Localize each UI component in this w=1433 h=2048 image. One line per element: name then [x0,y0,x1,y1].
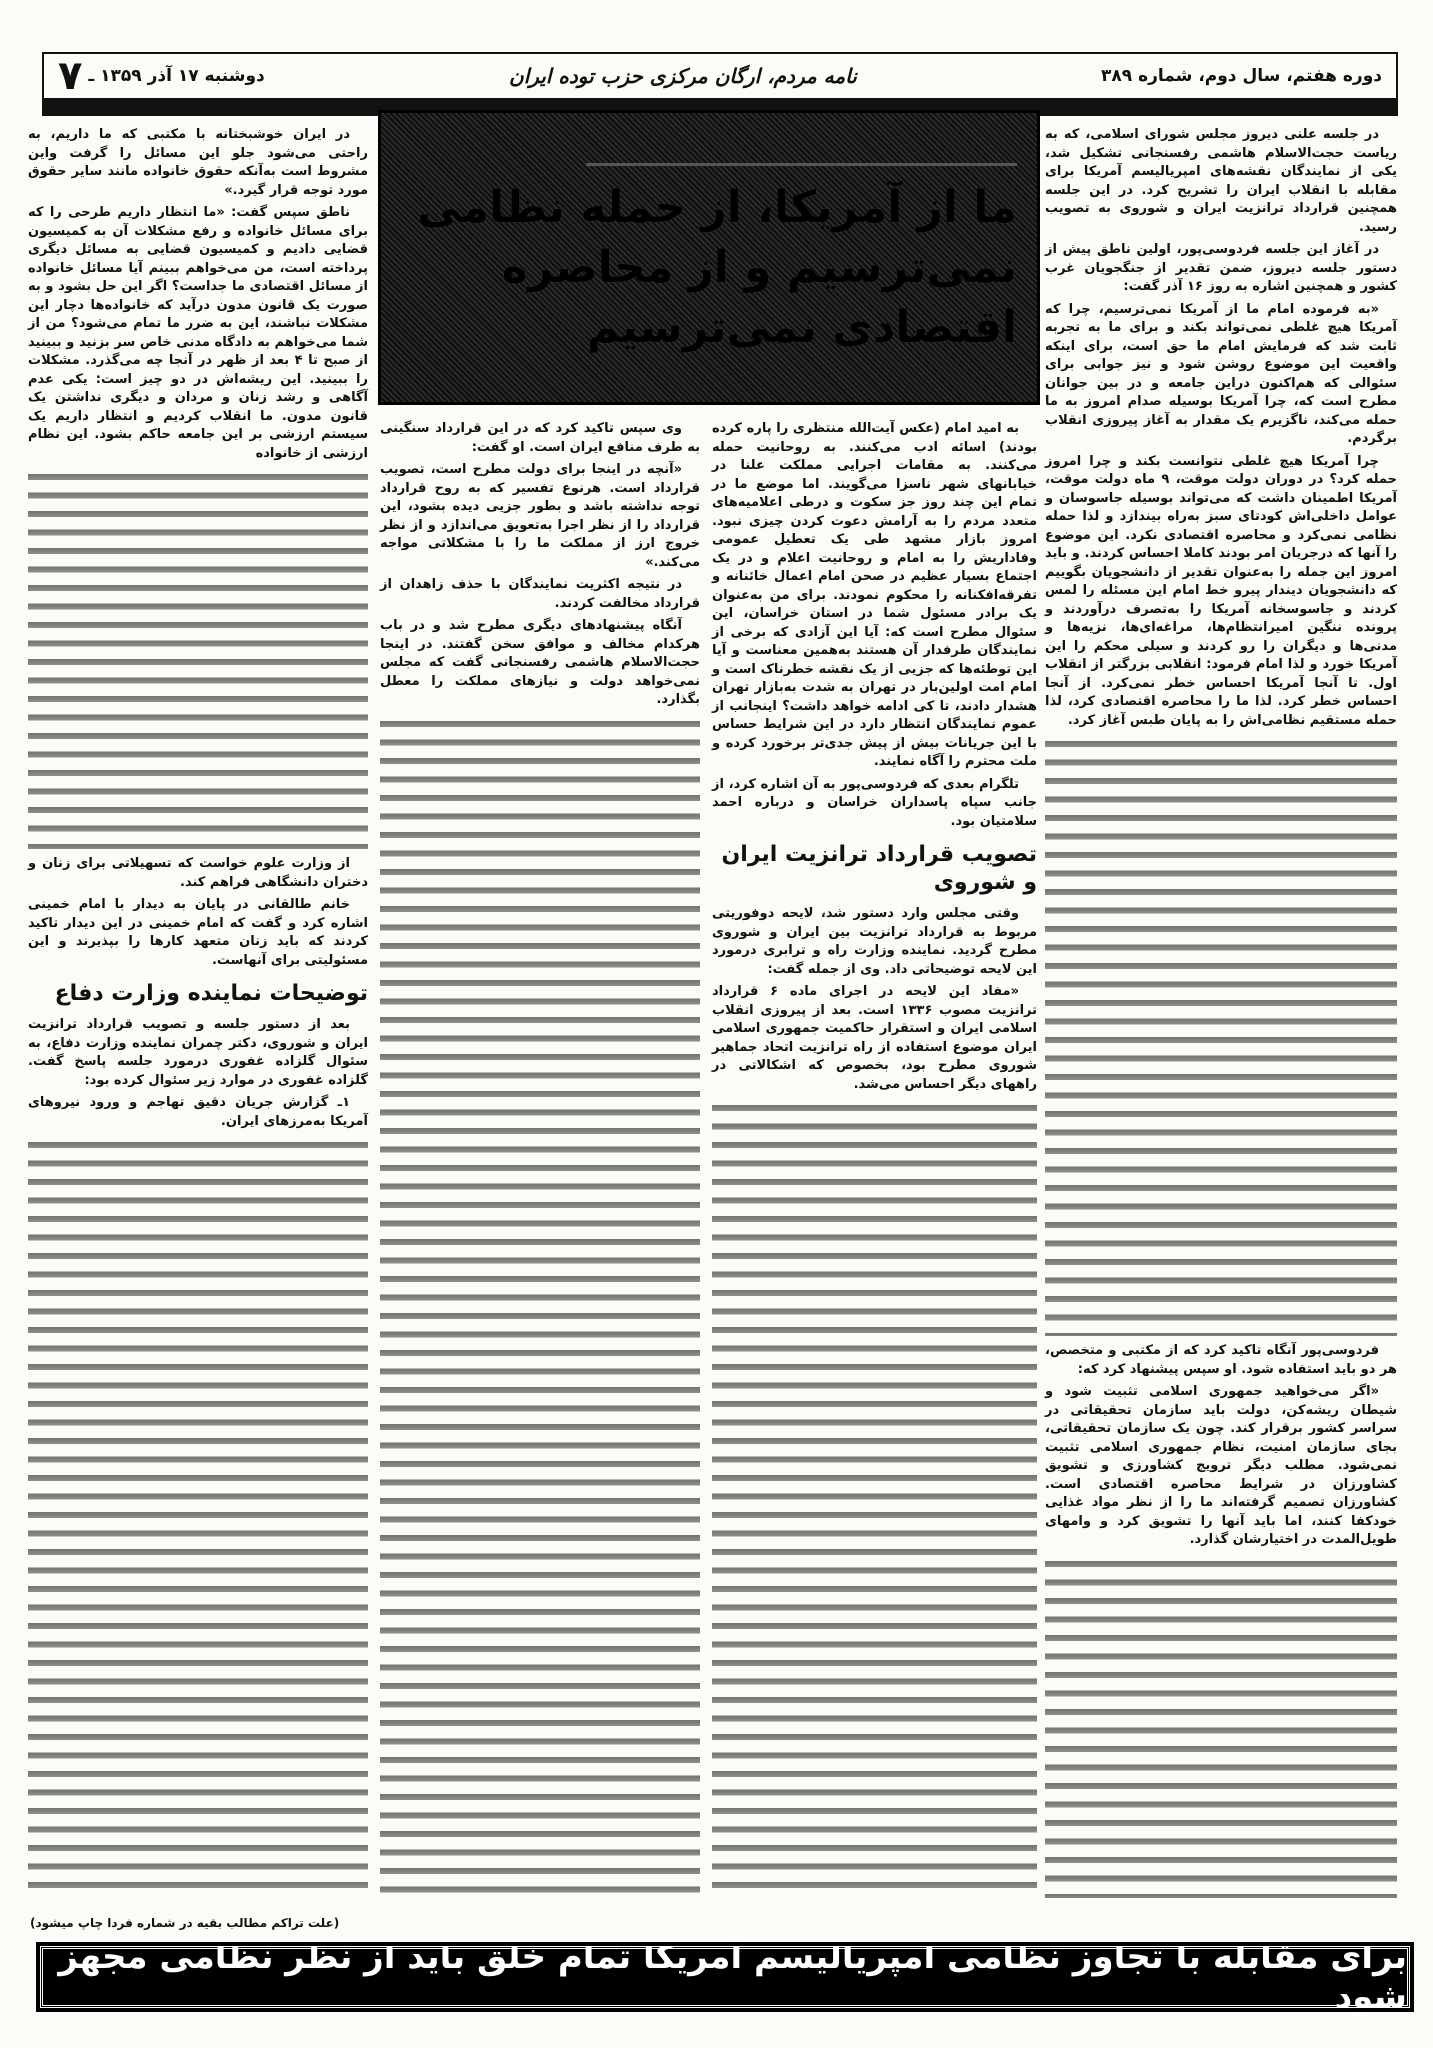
paragraph: چرا آمریکا هیچ غلطی نتوانست بکند و چرا امروز حمله کرد؟ در دوران دولت موقت، ۹ ماه دولت موقت، آمریکا اطمینان داشت که می‌تواند بوسیله جاسوسان و عوامل داخلی‌اش کودتای سبز به‌راه بیندازد و لذا حمله نظامی نمی‌کرد و محاصره اقتصادی نکرد. این موضوع را آنها که درجریان امر بودند کاملا احساس کردند. و باید امروز این جمله را به‌عنوان تقدیر از دانشجویان بگوییم که دانشجویان دیندار پیرو خط امام این مسئله را لمس کردند و جاسوسخانه آمریکا را به‌تصرف درآوردند و پرونده ننگین امیرانتظام‌ها، مراغه‌ای‌ها، نزیه‌ها و مدنی‌ها و دیگران را رو کردند و سیلی محکم را این آمریکا خورد و لذا امام فرمود: انقلابی بزرگتر از انقلاب اول. تا آنجا آمریکا احساس خطر نمی‌کرد. از آنجا احساس خطر کرد. لذا ما را محاصره اقتصادی کرد، لذا حمله مستقیم نظامی‌اش را به پایان طبس آغاز کرد. [1045,453,1397,728]
headline: ما از آمریکا، از حمله نظامی نمی‌ترسیم و از محاصره اقتصادی نمی‌ترسیم [417,182,1017,353]
text-block [712,1100,1037,1898]
issue-date: دوشنبه ۱۷ آذر ۱۳۵۹ ـ [88,66,265,86]
paragraph: «آنچه در اینجا برای دولت مطرح است، تصویب قرارداد است. هرنوع تفسیر که به روح قرارداد توجه نداشته باشد و بطور جزیی دیده بشود، این قرارداد را از نظر اجرا به‌تعویق می‌اندازد و از نظر خروج ارز از مملکت ما را با مشکلاتی مواجه می‌کند.» [380,462,700,570]
paragraph: وقتی مجلس وارد دستور شد، لایحه دوفوریتی مربوط به قرارداد ترانزیت بین ایران و شوروی مطرح گردید. نماینده وزارت راه و ترابری درمورد این لایحه توضیحاتی داد. وی از جمله گفت: [712,906,1037,977]
text-block [28,1137,368,1898]
headline-box [378,110,1040,405]
masthead [42,52,1398,100]
paragraph: در نتیجه اکثریت نمایندگان با حذف زاهدان از قرارداد مخالفت کردند. [380,577,700,611]
continuation-note: (علت تراکم مطالب بقیه در شماره فردا چاپ میشود) [30,1916,340,1930]
paragraph: «اگر می‌خواهید جمهوری اسلامی تثبیت شود و شیطان ریشه‌کن، دولت باید سازمان تحقیقاتی در سراسر کشور برقرار کند. چون یک سازمان تحقیقاتی، بجای سازمان امنیت، نظام جمهوری اسلامی تثبیت نمی‌شود. مطلب دیگر ترویج کشاورزی و تشویق کشاورزان در شرایط محاصره اقتصادی است. کشاورزان تصمیم گرفته‌اند ما را از نظر مواد غذایی خودکفا کنند، اما باید آنها را تشویق کرد و وامهای طویل‌المدت در اختیارشان گذارد. [1045,1384,1397,1547]
column-mid-left [380,420,700,1904]
page-number: ۷ [58,53,83,99]
paragraph: ۱ـ گزارش جریان دقیق تهاجم و ورود نیروهای آمریکا به‌مرزهای ایران. [28,1095,368,1129]
text-block [1045,736,1397,1336]
date-and-page [58,53,265,99]
paragraph: آنگاه پیشنهادهای دیگری مطرح شد و در باب هرکدام مخالف و موافق سخن گفتند. در اینجا حجت‌الاسلام هاشمی رفسنجانی گفت که مجلس نمی‌خواهد دولت و نیازهای مملکت را معطل بگذارد. [380,618,700,707]
paragraph: خانم طالقانی در پایان به دیدار با امام خمینی اشاره کرد و گفت که امام خمینی در این دیدار تاکید کردند که باید زنان متعهد کارها را بپذیرند و این مسئولیتی برای آنهاست. [28,897,368,968]
kicker-rule [586,163,1017,166]
text-block [1045,1556,1397,1899]
column-left [28,126,368,1904]
paragraph: ناطق سپس گفت: «ما انتظار داریم طرحی را که برای مسائل خانواده و رفع مشکلات آن به کمیسیون قضایی دادیم و کمیسیون قضایی به مسائل دیگری پرداخته است، من می‌خواهم ببینم آیا مسائل خانواده از مسائل اقتصادی ما جداست؟ اگر این حل بشود و به صورت یک قانون مدون درآید که خانواده‌ها دچار این مشکلات نباشند، این به ضرر ما تمام می‌شود؟ من از شما می‌خواهم به دادگاه مدنی خاص سر بزنید و ببینید از صبح تا ۴ بعد از ظهر در آنجا چه می‌گذرد. مشکلات را ببینید. این ریشه‌اش در دو چیز است: یکی عدم آگاهی و رشد زنان و مردان و دیگری نداشتن یک قانون مدون. ما انقلاب کردیم و انتظار داریم یک سیستم ارزشی بر این جامعه حاکم بشود. این نظام ارزشی از خانواده [28,205,368,461]
paragraph: از وزارت علوم خواست که تسهیلاتی برای زنان و دختران دانشگاهی فراهم کند. [28,856,368,890]
section-heading: توضیحات نماینده وزارت دفاع [54,981,368,1006]
paragraph: تلگرام بعدی که فردوسی‌پور به آن اشاره کرد، از جانب سپاه پاسداران خراسان و درباره احمد سلامتیان بود. [712,776,1037,829]
paragraph: فردوسی‌پور آنگاه تاکید کرد که از مکتبی و متخصص، هر دو باید استفاده شود. او سپس پیشنهاد کرد که: [1045,1343,1397,1377]
paragraph: در جلسه علنی دیروز مجلس شورای اسلامی، که به ریاست حجت‌الاسلام هاشمی رفسنجانی تشکیل شد، یکی از نمایندگان نقشه‌های امپریالیسم آمریکا برای مقابله با انقلاب ایران را تشریح کرد. در این جلسه همچنین قرارداد ترانزیت ایران و شوروی به تصویب رسید. [1045,127,1397,235]
paragraph: به امید امام (عکس آیت‌الله منتظری را پاره کرده بودند) اسائه ادب می‌کنند. به روحانیت حمله می‌کنند. به مقامات اجرایی مملکت علنا در خیابانهای شهر ناسزا می‌گویند. اما موضع ما در تمام این چند روز جز سکوت و درطی اعلامیه‌های متعدد مردم را به آرامش دعوت کردن چیزی نبود. امروز بازار مشهد طی یک تعطیل عمومی وفاداریش را به امام و روحانیت اعلام و در یک اجتماع بسیار عظیم در صحن امام اعمال خائنانه و تفرقه‌افکنانه را محکوم نمودند. برای من به‌عنوان یک برادر مسئول شما در استان خراسان، این سئوال مطرح است که: آیا این آزادی که برخی از نمایندگان طرفدار آن هستند به‌همین معناست و آیا این توطئه‌ها که جزیی از یک نقشه خطرناک است و امام امت اولین‌بار در تهران به شدت به‌بازار تهران هشدار دادند، تا کی ادامه خواهد داشت؟ اینجانب از عموم نمایندگان انتظار دارد در این شرایط حساس با این جریانات بیش از پیش جدی‌تر برخورد کرده و ملت محترم را آگاه نمایند. [712,421,1037,769]
paragraph: «مفاد این لایحه در اجرای ماده ۶ قرارداد ترانزیت مصوب ۱۳۳۶ است. بعد از پیروزی انقلاب اسلامی ایران و استقرار حاکمیت جمهوری اسلامی ایران موضوع استفاده از راه ترانزیت اتحاد جماهیر شوروی مطرح بود، بخصوص که اشکالاتی در راههای دیگر احساس می‌شد. [712,984,1037,1092]
newspaper-name: نامه مردم، ارگان مرکزی حزب توده ایران [509,64,857,88]
section-heading: تصویب قرارداد ترانزیت ایران و شوروی [721,842,1037,895]
bottom-banner [40,1937,1410,2017]
paragraph: «به فرموده امام ما از آمریکا نمی‌ترسیم، چرا که آمریکا هیچ غلطی نمی‌تواند بکند و برای ما به تجربه ثابت شد که فرمایش امام ما حق است، برای اینکه واقعیت این موضوع روشن شود و نیز جوابی برای سئوالی که هم‌اکنون دراین جامعه و در بین جوانان مطرح است که، چرا آمریکا بوسیله صدام امروز به ما حمله می‌کند، ناگزیرم یک مقدار به آغاز پیروزی انقلاب برگردم. [1045,301,1397,446]
column-right [1045,126,1397,1904]
issue-number: دوره هفتم، سال دوم، شماره ۳۸۹ [1101,66,1382,86]
paragraph: در آغاز این جلسه فردوسی‌پور، اولین ناطق پیش از دستور جلسه دیروز، ضمن تقدیر از جنگجویان غرب کشور و همچنین اشاره به روز ۱۶ آذر گفت: [1045,242,1397,294]
banner-slogan: برای مقابله با تجاوز نظامی امپریالیسم آمریکا تمام خلق باید از نظر نظامی مجهز شود [58,1937,1407,2017]
paragraph: بعد از دستور جلسه و تصویب قرارداد ترانزیت ایران و شوروی، دکتر چمران نماینده وزارت دفاع، به سئوال گلزاده غفوری درمورد جلسه پاسخ گفت. گلزاده غفوری در موارد زیر سئوال کرده بود: [28,1017,368,1088]
paragraph: در ایران خوشبختانه با مکتبی که ما داریم، به راحتی می‌شود جلو این مسائل را گرفت واین مشروط است به‌آنکه حقوق خانواده مانند سایر حقوق مورد توجه قرار گیرد.» [28,127,368,198]
column-mid-right [712,420,1037,1904]
paragraph: وی سپس تاکید کرد که در این قرارداد سنگینی به طرف منافع ایران است. او گفت: [380,421,700,455]
text-block [380,716,700,1899]
text-block [28,469,368,849]
